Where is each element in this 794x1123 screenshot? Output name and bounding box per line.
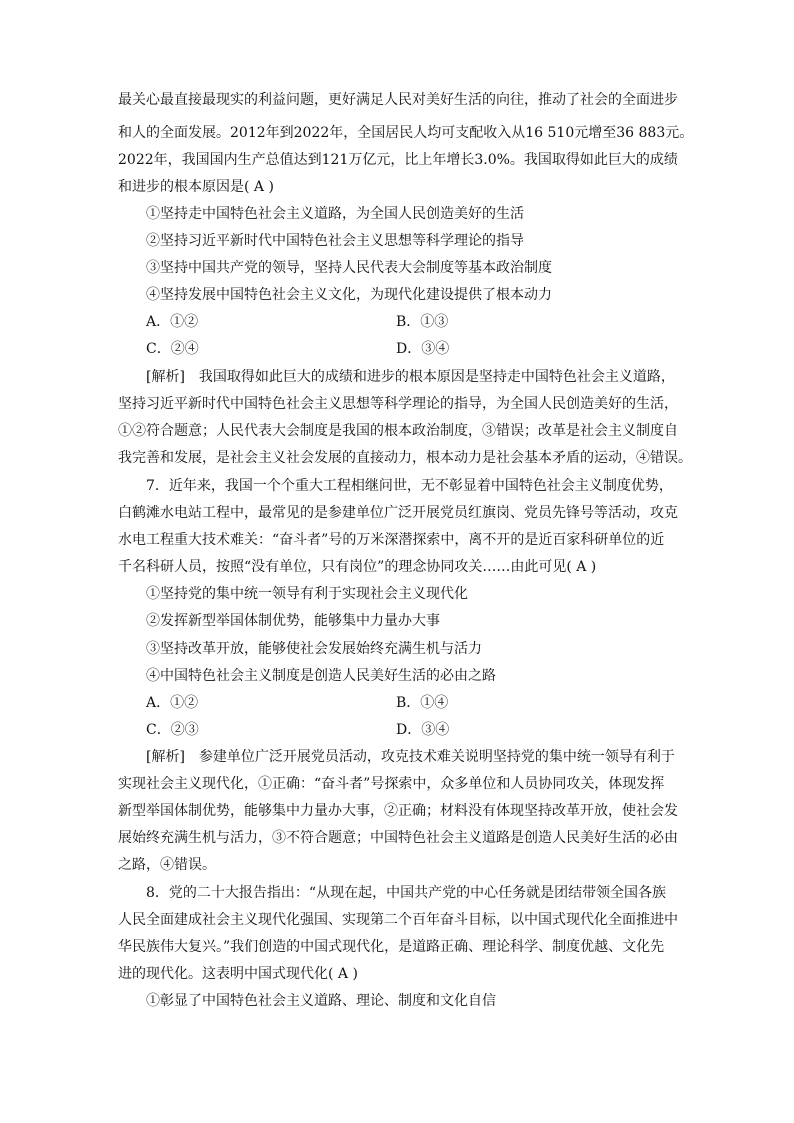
question-8: 8．党的二十大报告指出：“从现在起，中国共产党的中心任务就是团结带领全国各族 bbox=[146, 885, 667, 901]
analysis-line: ①②符合题意；人民代表大会制度是我国的根本政治制度，③错误；改革是社会主义制度自 bbox=[118, 423, 678, 439]
choice-a: A．①② bbox=[146, 314, 199, 330]
analysis-line: 坚持习近平新时代中国特色社会主义思想等科学理论的指导，为全国人民创造美好的生活， bbox=[118, 396, 678, 412]
choice-d: D．③④ bbox=[396, 722, 450, 738]
text-line: 和人的全面发展。2012年到2022年，全国居民人均可支配收入从16 510元增至36 883元。 bbox=[118, 125, 694, 141]
choice-d: D．③④ bbox=[396, 341, 450, 357]
analysis-line: 实现社会主义现代化，①正确：“奋斗者”号探索中，众多单位和人员协同攻关，体现发挥 bbox=[118, 776, 665, 792]
question-line: 白鹤滩水电站工程中，最常见的是参建单位广泛开展党员红旗岗、党员先锋号等活动，攻克 bbox=[118, 505, 678, 521]
question-7: 7．近年来，我国一个个重大工程相继问世，无不彰显着中国特色社会主义制度优势， bbox=[146, 478, 673, 494]
option-4: ④中国特色社会主义制度是创造人民美好生活的必由之路 bbox=[146, 668, 496, 684]
option-3: ③坚持改革开放，能够使社会发展始终充满生机与活力 bbox=[146, 641, 482, 657]
analysis-line: 展始终充满生机与活力，③不符合题意；中国特色社会主义道路是创造人民美好生活的必由 bbox=[118, 830, 678, 846]
analysis-line: 我完善和发展，是社会主义社会发展的直接动力，根本动力是社会基本矛盾的运动，④错误。 bbox=[118, 450, 692, 466]
choice-a: A．①② bbox=[146, 695, 199, 711]
option-1: ①坚持党的集中统一领导有利于实现社会主义现代化 bbox=[146, 586, 468, 602]
text-line: 最关心最直接最现实的利益问题，更好满足人民对美好生活的向往，推动了社会的全面进步 bbox=[118, 92, 678, 108]
choice-b: B．①③ bbox=[396, 314, 449, 330]
question-line: 华民族伟大复兴。”我们创造的中国式现代化，是道路正确、理论科学、制度优越、文化先 bbox=[118, 939, 665, 955]
option-4: ④坚持发展中国特色社会主义文化，为现代化建设提供了根本动力 bbox=[146, 287, 552, 303]
analysis-line: 之路，④错误。 bbox=[118, 857, 216, 873]
question-line: 人民全面建成社会主义现代化强国、实现第二个百年奋斗目标，以中国式现代化全面推进中 bbox=[118, 912, 678, 928]
option-3: ③坚持中国共产党的领导，坚持人民代表大会制度等基本政治制度 bbox=[146, 260, 552, 276]
question-line: 进的现代化。这表明中国式现代化( A ) bbox=[118, 966, 358, 982]
analysis-line: 新型举国体制优势，能够集中力量办大事，②正确；材料没有体现坚持改革开放，使社会发 bbox=[118, 803, 678, 819]
analysis-line: [解析] 参建单位广泛开展党员活动，攻克技术难关说明坚持党的集中统一领导有利于 bbox=[146, 749, 675, 765]
option-1: ①坚持走中国特色社会主义道路，为全国人民创造美好的生活 bbox=[146, 206, 524, 222]
analysis-line: [解析] 我国取得如此巨大的成绩和进步的根本原因是坚持走中国特色社会主义道路， bbox=[146, 369, 675, 385]
text-line: 2022年，我国国内生产总值达到121万亿元，比上年增长3.0%。我国取得如此巨大的成绩 bbox=[118, 152, 678, 168]
choice-b: B．①④ bbox=[396, 695, 449, 711]
option-2: ②坚持习近平新时代中国特色社会主义思想等科学理论的指导 bbox=[146, 233, 524, 249]
text-line: 和进步的根本原因是( A ) bbox=[118, 179, 274, 195]
choice-c: C．②③ bbox=[146, 722, 199, 738]
option-2: ②发挥新型举国体制优势，能够集中力量办大事 bbox=[146, 613, 440, 629]
question-line: 千名科研人员，按照“没有单位，只有岗位”的理念协同攻关……由此可见( A ) bbox=[118, 559, 597, 575]
question-line: 水电工程重大技术难关：“奋斗者”号的万米深潜探索中，离不开的是近百家科研单位的近 bbox=[118, 532, 665, 548]
option-1: ①彰显了中国特色社会主义道路、理论、制度和文化自信 bbox=[146, 993, 496, 1009]
choice-c: C．②④ bbox=[146, 341, 199, 357]
